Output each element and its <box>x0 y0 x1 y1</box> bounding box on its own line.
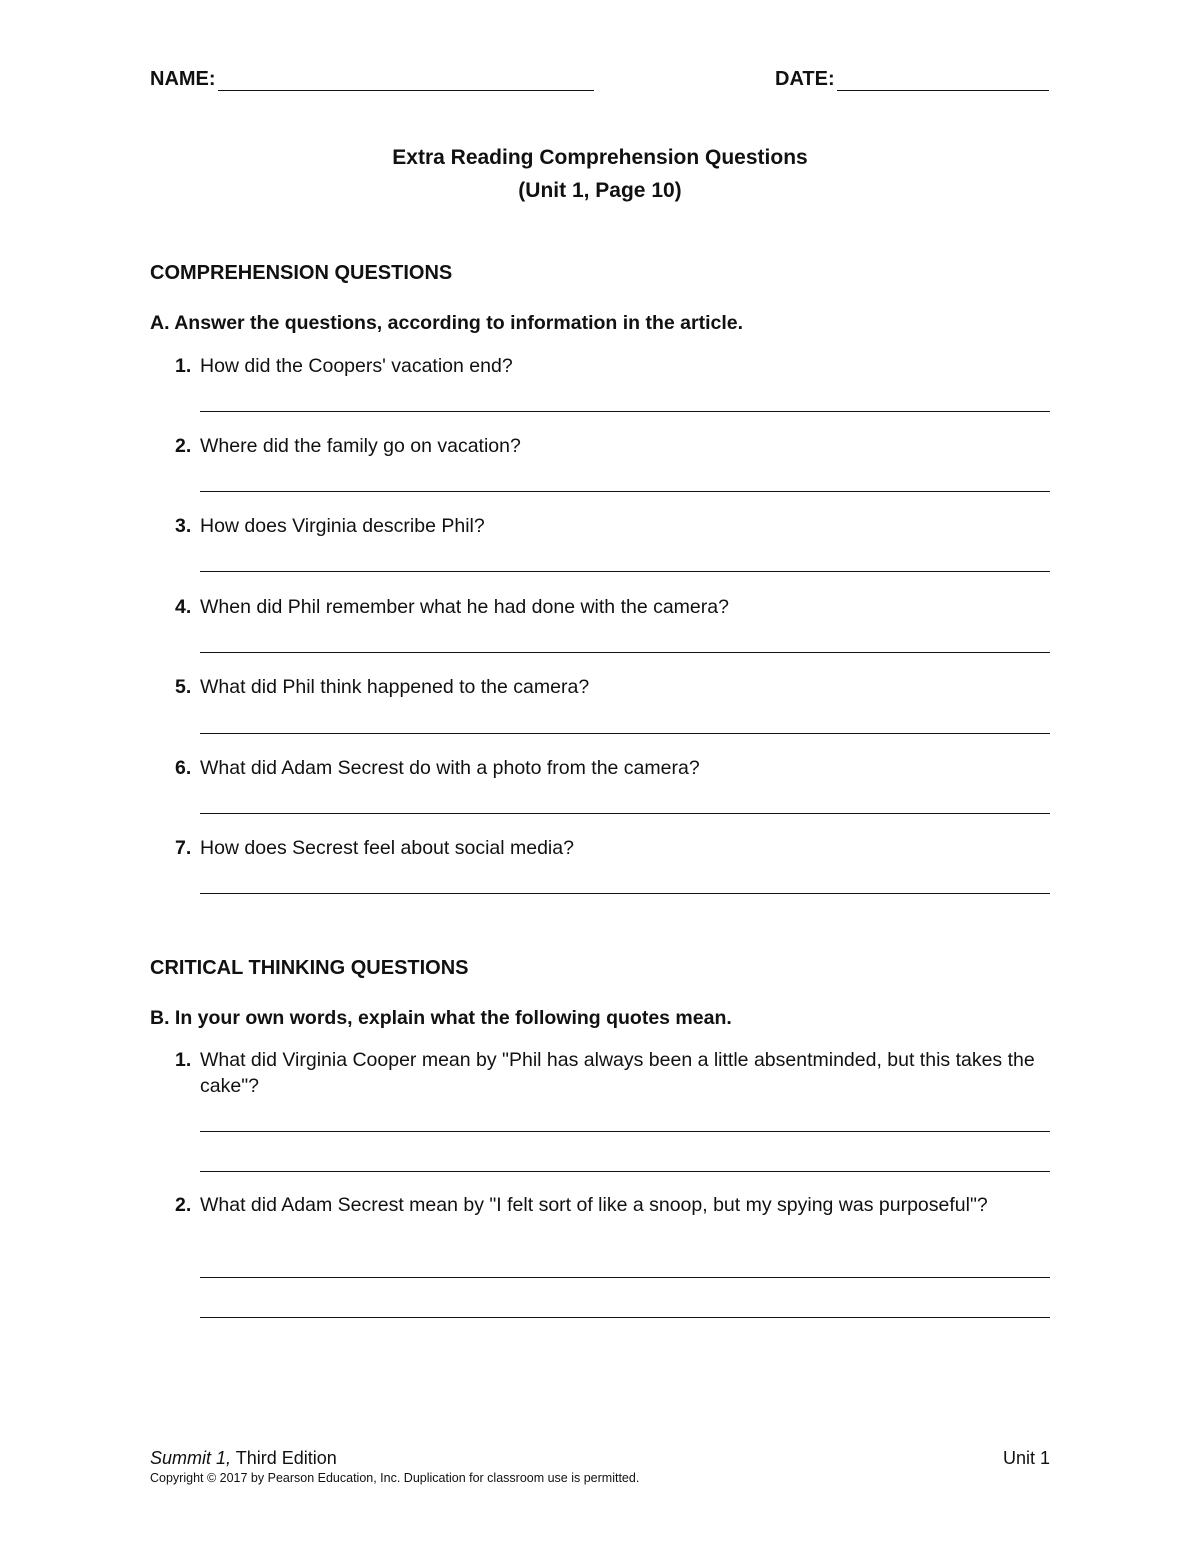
answer-line[interactable] <box>200 571 1050 572</box>
comprehension-question-7 <box>175 835 1050 861</box>
question-text: What did Phil think happened to the camera? <box>200 676 590 698</box>
question-text: When did Phil remember what he had done with the camera? <box>200 596 729 618</box>
comprehension-question-4 <box>175 594 1050 620</box>
question-number: 4. <box>175 596 192 618</box>
question-number: 1. <box>175 1049 192 1071</box>
footer-unit: Unit 1 <box>1002 1448 1050 1468</box>
answer-line[interactable] <box>200 733 1050 734</box>
name-field[interactable] <box>150 68 594 91</box>
question-number: 7. <box>175 837 192 859</box>
critical-question-2 <box>175 1192 1050 1218</box>
question-text: Where did the family go on vacation? <box>200 435 521 457</box>
answer-line[interactable] <box>200 893 1050 894</box>
name-blank-line[interactable] <box>218 70 594 91</box>
comprehension-question-5 <box>175 674 1050 700</box>
comprehension-question-2 <box>175 433 1050 459</box>
answer-line[interactable] <box>200 813 1050 814</box>
worksheet-subtitle: (Unit 1, Page 10) <box>518 179 682 202</box>
answer-line[interactable] <box>200 411 1050 412</box>
question-number: 2. <box>175 1194 192 1216</box>
footer-book-title: Summit 1, <box>150 1448 232 1468</box>
footer-edition: Third Edition <box>231 1448 337 1468</box>
critical-thinking-heading: CRITICAL THINKING QUESTIONS <box>150 957 469 979</box>
footer-book-edition <box>150 1448 337 1469</box>
footer-copyright: Copyright © 2017 by Pearson Education, Inc. Duplication for classroom use is permitted. <box>150 1471 640 1485</box>
question-number: 2. <box>175 435 192 457</box>
answer-line[interactable] <box>200 1131 1050 1132</box>
comprehension-heading: COMPREHENSION QUESTIONS <box>150 262 453 284</box>
comprehension-question-1 <box>175 353 1050 379</box>
question-text: What did Adam Secrest mean by "I felt sort of like a snoop, but my spying was purposeful"? <box>200 1194 988 1216</box>
question-number: 6. <box>175 757 192 779</box>
critical-question-1 <box>175 1047 1050 1099</box>
comprehension-question-6 <box>175 755 1050 781</box>
comprehension-question-3 <box>175 513 1050 539</box>
comprehension-instruction: A. Answer the questions, according to information in the article. <box>150 312 744 334</box>
date-blank-line[interactable] <box>837 70 1049 91</box>
date-label: DATE: <box>775 68 835 90</box>
answer-line[interactable] <box>200 1277 1050 1278</box>
question-number: 1. <box>175 355 192 377</box>
answer-line[interactable] <box>200 652 1050 653</box>
question-text: How did the Coopers' vacation end? <box>200 355 513 377</box>
question-number: 5. <box>175 676 192 698</box>
answer-line[interactable] <box>200 1171 1050 1172</box>
question-text: How does Secrest feel about social media? <box>200 837 574 859</box>
question-number: 3. <box>175 515 192 537</box>
critical-thinking-instruction: B. In your own words, explain what the following quotes mean. <box>150 1007 732 1029</box>
date-field[interactable] <box>775 68 1049 91</box>
question-text: How does Virginia describe Phil? <box>200 515 485 537</box>
question-text: What did Virginia Cooper mean by "Phil has always been a little absentminded, but this takes the cake"? <box>200 1049 1035 1097</box>
answer-line[interactable] <box>200 1317 1050 1318</box>
header-row <box>150 68 1050 96</box>
question-text: What did Adam Secrest do with a photo from the camera? <box>200 757 700 779</box>
worksheet-title: Extra Reading Comprehension Questions <box>392 146 808 169</box>
name-label: NAME: <box>150 68 216 90</box>
answer-line[interactable] <box>200 491 1050 492</box>
